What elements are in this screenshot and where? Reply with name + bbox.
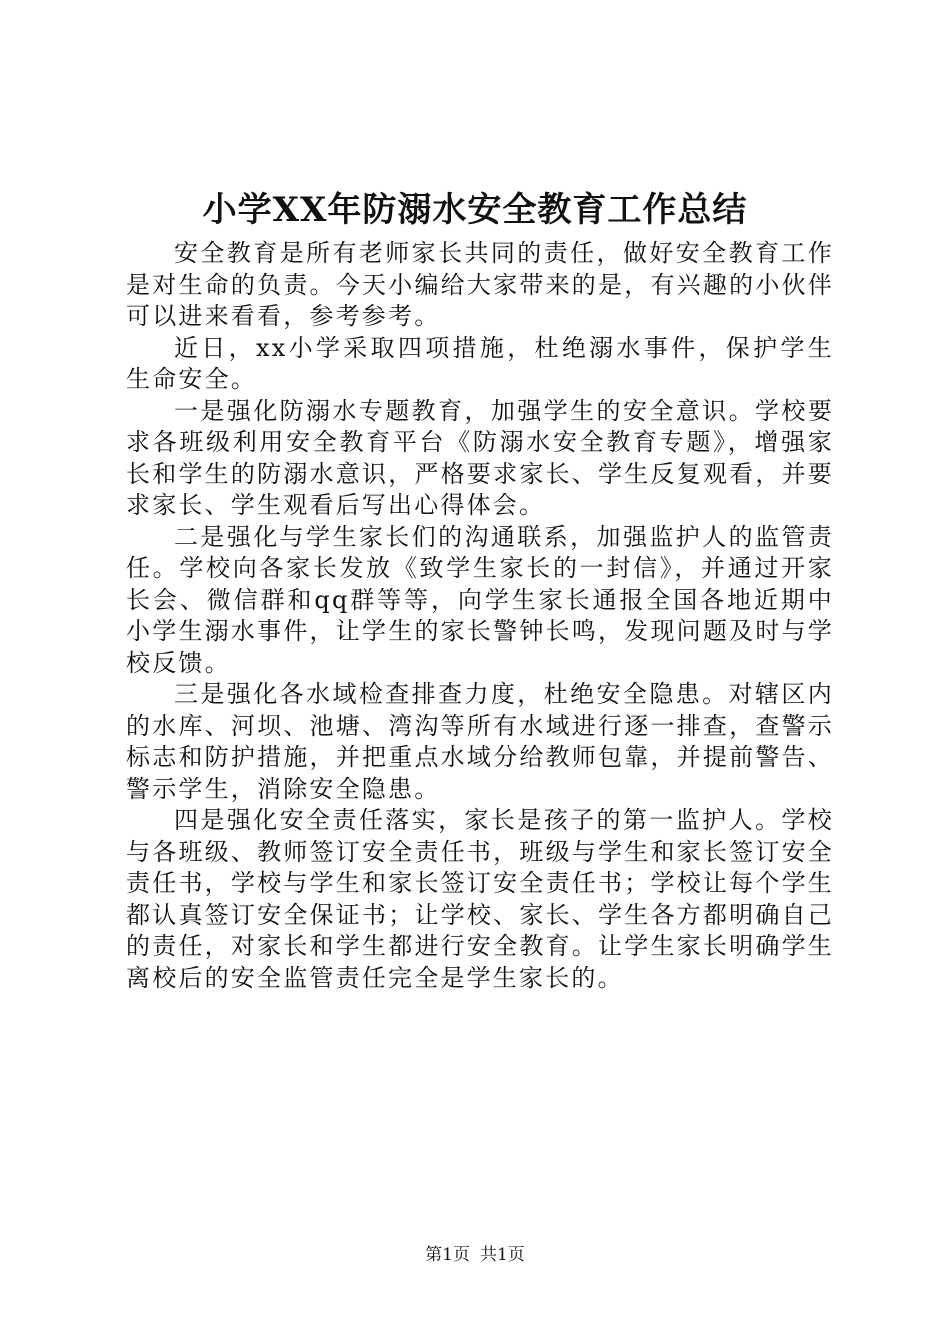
paragraph-overview: 近日，xx小学采取四项措施，杜绝溺水事件，保护学生生命安全。 — [126, 333, 834, 393]
page-number: 第1页 — [425, 1245, 470, 1265]
paragraph-measure-1: 一是强化防溺水专题教育，加强学生的安全意识。学校要求各班级利用安全教育平台《防溺水安全教育专题》，增强家长和学生的防溺水意识，严格要求家长、学生反复观看，并要求家长、学生观看后写出心得体会。 — [126, 396, 834, 519]
paragraph-intro: 安全教育是所有老师家长共同的责任，做好安全教育工作是对生命的负责。今天小编给大家带来的是，有兴趣的小伙伴可以进来看看，参考参考。 — [126, 239, 834, 330]
paragraph-measure-3: 三是强化各水域检查排查力度，杜绝安全隐患。对辖区内的水库、河坝、池塘、湾沟等所有水域进行逐一排查，查警示标志和防护措施，并把重点水域分给教师包靠，并提前警告、警示学生，消除安全隐患。 — [126, 680, 834, 803]
page-footer — [0, 1244, 950, 1266]
paragraph-measure-2: 二是强化与学生家长们的沟通联系，加强监护人的监管责任。学校向各家长发放《致学生家长的一封信》，并通过开家长会、微信群和qq群等等，向学生家长通报全国各地近期中小学生溺水事件，让学生的家长警钟长鸣，发现问题及时与学校反馈。 — [126, 522, 834, 677]
document-title: 小学XX年防溺水安全教育工作总结 — [202, 190, 748, 230]
page-total: 共1页 — [480, 1245, 525, 1265]
document-body — [126, 238, 834, 994]
paragraph-measure-4: 四是强化安全责任落实，家长是孩子的第一监护人。学校与各班级、教师签订安全责任书，班级与学生和家长签订安全责任书，学校与学生和家长签订安全责任书；学校让每个学生都认真签订安全保证书；让学校、家长、学生各方都明确自己的责任，对家长和学生都进行安全教育。让学生家长明确学生离校后的安全监管责任完全是学生家长的。 — [126, 806, 834, 992]
